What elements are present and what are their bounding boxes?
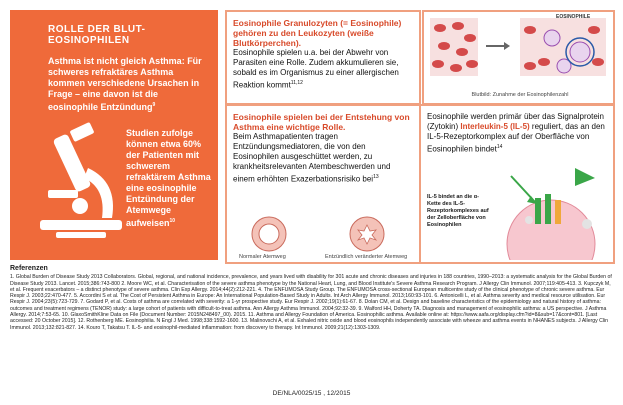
references-text: 1. Global Burden of Disease Study 2013 Collaborators. Global, regional, and national incidence, prevalence, and years lived with disability for 301 acute and chronic diseases and injuries in 188 countries, 1990–2013: a systematic analysis for the Global Burden of Disease Study 2013. Lancet. 2015;386:743-800 2. Moore WC, et al. Characterisation of the severe asthma phenotype by the National Heart, Lung, and Blood Institute's Severe Asthma Research Program. J Allergy Clin Immunol. 2007;119:405-413. 3. Kupczyk M, et al. Frequent exacerbators – a distinct phenotype of severe asthma. Clin Exp Allergy. 2014;44(2):212-221. 4. The ENFUMOSA Study Group. The ENFUMOSA cross-sectional European multicentre study of the clinical phenotype of chronic severe asthma. Eur Respir J. 2003;22:470-477. 5. Accordini S et al. The Cost of Persistent Asthma in Europe: An International Population-Based Study in Adults. Int Arch Allergy Immunol. 2013;160:93-101. 6. Antonicelli L, et al. Asthma severity and medical resource utilisation. Eur Respir J. 2004;23(5):723-729. 7. Godard P, et al. Costs of asthma are correlated with severity: a 1-yr prospective study. Eur Respir J. 2002;19(1):61-67. 8. Dolan CM, et al. Design and baseline characteristics of the epidemiology and natural history of asthma: outcomes and treatment regimens (TENOR) study: a large cohort of patients with difficult-to-treat asthma. Ann Allergy Asthma Immunol. 2004;92:32-39. 9. Walford HH, Doherty TA. Diagnosis and management of eosinophilic asthma: a US perspective. J Asthma Allergy. 2014;7:53-65. 10. GlaxoSmithKline Data on File (Document Number: 2015N248497_00). 2015. 11. Asthma and Allergy Foundation of America. Eosinophilic asthma. Available online at: https://www.aafa.org/display.cfm?id=8&sub=17&cont=801. [Last accessed: 20 October 2015]. 12. Rothenberg ME. Eosinophilia. N Engl J Med. 1998;338:1592-1600. 13. Malinovschi A, et al. Exhaled nitric oxide and blood eosinophils independently associate with wheeze and asthma events in NHANES subjects. J Allergy Clin Immunol. 2013;132:821-827. 14. Kouro T, Takatsu T. IL-5- and eosinophil-mediated inflammation: from discovery to therapy. Int Immunol. 2009;21(12):1303-1309. — [10, 274, 612, 331]
asthma-role-text: Beim Asthmapatienten tragen Entzündungsmediatoren, die von den Eosinophilen ausgeschüttet werden, zu krankheitsrelevanten Atembeschwerden und einem erhöhten Exazerbationsrisiko bei$^{13}$ — [233, 132, 391, 184]
normal-airway-caption: Normaler Atemweg — [239, 254, 286, 260]
airway-comparison-image — [237, 216, 413, 256]
leukocytes-text: Eosinophile spielen u.a. bei der Abwehr von Parasiten eine Rolle. Zudem akkumulieren sie, sobald es im Organismus zu einer allergischen Reaktion kommt$^{11,12}$ — [233, 48, 399, 90]
blood-cells-image — [424, 16, 613, 90]
il5-binding-label: IL-5 bindet an die α-Kette des IL-5-Rezeptorkomplexes auf der Zelloberfläche von Eosinophilen — [427, 194, 489, 228]
intro-panel — [10, 10, 218, 260]
eosinophil-label: EOSINOPHILE — [556, 14, 591, 20]
references-section — [10, 266, 615, 331]
leukocytes-heading: Eosinophile Granulozyten (= Eosinophile) gehören zu den Leukozyten (weiße Blutkörperchen). — [233, 18, 402, 48]
references-title: Referenzen — [10, 265, 48, 272]
study-text: Studien zufolge können etwa 60% der Patienten mit schwerem refraktärem Asthma eine eosinophile Entzündung der Atemwege aufweisen$^{10}$ — [126, 128, 211, 228]
panel-title: ROLLE DER BLUT-EOSINOPHILEN — [48, 24, 146, 46]
blood-count-caption: Blutbild: Zunahme der Eosinophilenzahl — [471, 92, 569, 98]
blood-count-illustration — [422, 10, 615, 105]
intro-text: Asthma ist nicht gleich Asthma: Für schweres refraktäres Asthma kommen verschiedene Ursachen in Frage – eine davon ist die eosinophile Entzündung$^9$ — [48, 56, 202, 112]
asthma-role-card — [225, 104, 421, 264]
il5-text: Eosinophile werden primär über das Signalprotein (Zytokin) Interleukin-5 (IL-5) reguliert, das an den IL-5-Rezeptorkomplex auf der Oberfläche von Eosinophilen bindet$^{14}$ — [427, 112, 605, 154]
microscope-icon — [26, 120, 136, 260]
il5-receptor-diagram — [491, 164, 611, 260]
asthma-role-heading: Eosinophile spielen bei der Entstehung von Asthma eine wichtige Rolle. — [233, 112, 410, 132]
inflamed-airway-caption: Entzündlich veränderter Atemweg — [325, 254, 408, 260]
leukocytes-card — [225, 10, 421, 105]
document-code: DE/NLA/0025/15 , 12/2015 — [272, 390, 351, 397]
il5-card — [419, 104, 615, 264]
